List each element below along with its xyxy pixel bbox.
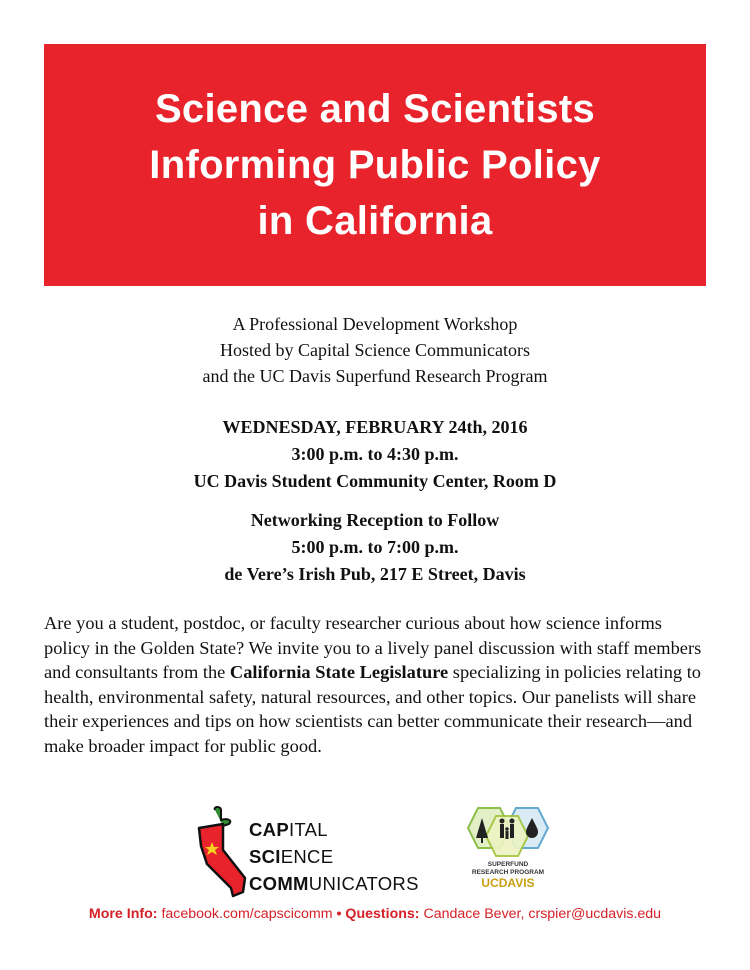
- footer-separator: •: [336, 906, 342, 922]
- subtitle-line-3: and the UC Davis Superfund Research Program: [202, 366, 548, 386]
- description-paragraph: [44, 611, 712, 759]
- event-location: UC Davis Student Community Center, Room D: [193, 471, 557, 491]
- questions-label: Questions:: [345, 906, 420, 922]
- csc-wordmark: [249, 816, 419, 897]
- footer-contact: [0, 906, 750, 922]
- event-date: WEDNESDAY, FEBRUARY 24th, 2016: [222, 417, 528, 437]
- srp-line-1: SUPERFUND: [487, 861, 529, 868]
- subtitle-line-1: A Professional Development Workshop: [232, 314, 518, 334]
- capital-science-communicators-logo: [193, 806, 438, 900]
- workshop-subtitle: [0, 311, 750, 389]
- facebook-link[interactable]: facebook.com/capscicomm: [161, 906, 333, 922]
- subtitle-line-2: Hosted by Capital Science Communicators: [220, 340, 530, 360]
- title-line-1: Science and Scientists: [154, 87, 596, 131]
- description-part-2: specializing in policies relating to health, environmental safety, natural resources, and other topics. Our panelists will share their experiences and tips on how scientists can better communicate their research—and make broader impact for public good.: [44, 662, 702, 756]
- event-time: 3:00 p.m. to 4:30 p.m.: [291, 444, 459, 464]
- reception-title: Networking Reception to Follow: [250, 510, 500, 530]
- more-info-label: More Info:: [88, 906, 158, 922]
- california-pepper-icon: [193, 806, 253, 900]
- srp-ucdavis: UCDAVIS: [481, 876, 535, 890]
- title-line-3: in California: [257, 199, 493, 243]
- csc-line-3: COMMUNICATORS: [249, 873, 419, 894]
- reception-location: de Vere’s Irish Pub, 217 E Street, Davis: [224, 564, 526, 584]
- csc-line-2: SCIENCE: [249, 846, 334, 867]
- reception-details: [0, 507, 750, 588]
- reception-time: 5:00 p.m. to 7:00 p.m.: [291, 537, 459, 557]
- superfund-research-program-logo: [452, 800, 564, 896]
- contact-email[interactable]: Candace Bever, crspier@ucdavis.edu: [423, 906, 662, 922]
- csc-line-1: CAPITAL: [249, 819, 328, 840]
- description-highlight: California State Legislature: [229, 662, 449, 683]
- title-banner: [44, 44, 706, 286]
- event-details: [0, 414, 750, 495]
- title-line-2: Informing Public Policy: [149, 143, 601, 187]
- description-part-1: Are you a student, postdoc, or faculty researcher curious about how science informs policy in the Golden State? We invite you to a lively panel discussion with staff members and consultants from the: [44, 613, 702, 683]
- srp-line-2: RESEARCH PROGRAM: [471, 869, 545, 876]
